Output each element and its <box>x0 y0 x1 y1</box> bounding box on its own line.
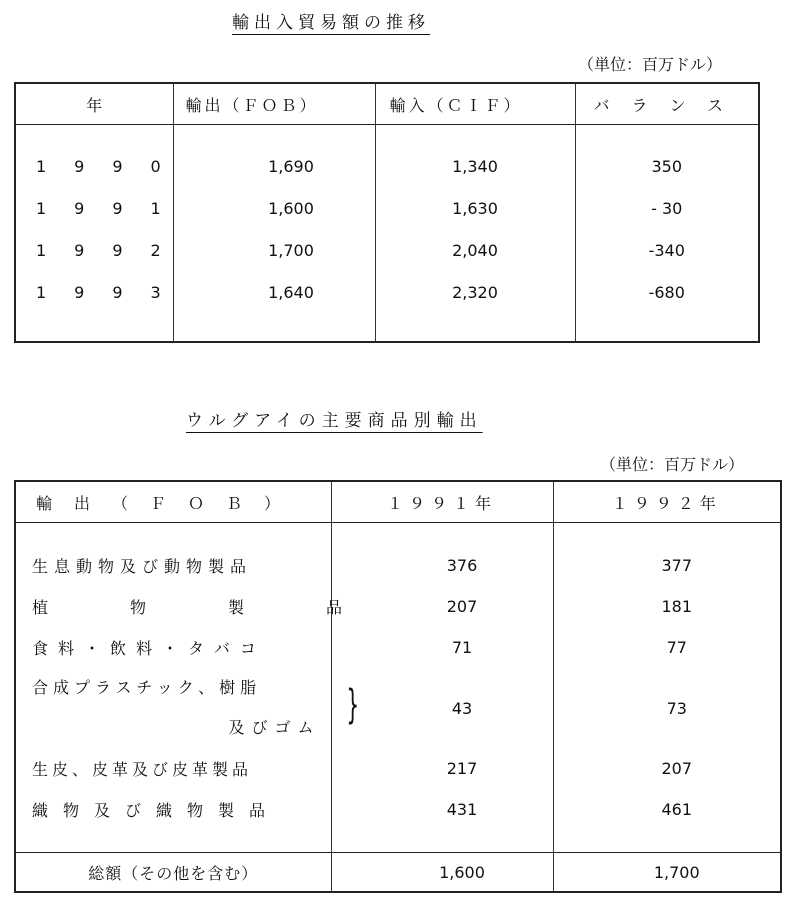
table-row <box>15 545 781 586</box>
total-row <box>15 853 781 893</box>
commodity-cell <box>15 668 331 748</box>
commodity-line1: 合成プラスチック、樹脂 <box>32 678 262 697</box>
value-1991-cell: 43 <box>331 668 553 748</box>
total-label: 総額（その他を含む） <box>15 853 331 893</box>
commodity-cell: 織物及び織物製品 <box>15 789 331 830</box>
table1-unit: （単位：百万ドル） <box>578 55 723 74</box>
table-row <box>15 586 781 627</box>
header-1991: １９９１年 <box>331 481 553 523</box>
grouping-brace: } <box>346 682 360 728</box>
header-export-item: 輸出（ＦＯＢ） <box>15 481 331 523</box>
year-cell: 1991 <box>15 187 173 229</box>
value-1992-cell: 181 <box>661 597 693 616</box>
value-1991-cell: 217 <box>331 748 553 789</box>
header-year: 年 <box>15 83 173 125</box>
table-header-row <box>15 481 781 523</box>
header-import: 輸入（ＣＩＦ） <box>375 83 575 125</box>
table2-unit: （単位：百万ドル） <box>600 455 745 474</box>
import-cell: 2,040 <box>375 229 575 271</box>
total-1991-cell: 1,600 <box>331 853 553 893</box>
value-1991-cell: 431 <box>331 789 553 830</box>
commodity-line2: 及びゴム <box>228 718 321 737</box>
value-1991-cell: 376 <box>331 545 553 586</box>
table2-title: ウルグアイの主要商品別輸出 <box>186 411 483 431</box>
year-cell: 1990 <box>15 145 173 187</box>
import-cell: 1,340 <box>375 145 575 187</box>
table1-title: 輸出入貿易額の推移 <box>232 13 430 33</box>
header-export: 輸出（ＦＯＢ） <box>173 83 375 125</box>
year-cell: 1993 <box>15 271 173 313</box>
table-header-row <box>15 83 759 125</box>
table-row <box>15 748 781 789</box>
balance-cell: - 30 <box>651 198 683 218</box>
export-cell: 1,700 <box>173 229 375 271</box>
header-balance: バランス <box>575 83 759 125</box>
value-1991-cell: 71 <box>331 627 553 668</box>
table-row <box>15 668 781 748</box>
exports-by-commodity-table <box>14 480 782 893</box>
header-1992: １９９２年 <box>553 481 781 523</box>
balance-cell: 350 <box>651 156 683 176</box>
table-row <box>15 271 759 313</box>
trade-balance-table <box>14 82 760 343</box>
export-cell: 1,690 <box>173 145 375 187</box>
export-cell: 1,640 <box>173 271 375 313</box>
value-1992-cell: 207 <box>661 759 693 778</box>
table-row <box>15 789 781 830</box>
commodity-cell: 生皮、皮革及び皮革製品 <box>15 748 331 789</box>
table-row <box>15 229 759 271</box>
table-row <box>15 187 759 229</box>
import-cell: 2,320 <box>375 271 575 313</box>
value-1992-cell: 461 <box>661 800 693 819</box>
import-cell: 1,630 <box>375 187 575 229</box>
year-cell: 1992 <box>15 229 173 271</box>
table-row <box>15 627 781 668</box>
commodity-cell: 食料・飲料・タバコ <box>15 627 331 668</box>
commodity-cell: 生息動物及び動物製品 <box>15 545 331 586</box>
balance-cell: -340 <box>648 240 685 260</box>
table-row <box>15 145 759 187</box>
value-1991-cell: 207 <box>331 586 553 627</box>
value-1992-cell: 73 <box>666 698 687 718</box>
export-cell: 1,600 <box>173 187 375 229</box>
value-1992-cell: 377 <box>661 556 693 575</box>
value-1992-cell: 77 <box>666 638 687 657</box>
balance-cell: -680 <box>648 282 685 302</box>
total-1992-cell: 1,700 <box>553 853 781 893</box>
commodity-cell: 植物製品 <box>15 586 331 627</box>
